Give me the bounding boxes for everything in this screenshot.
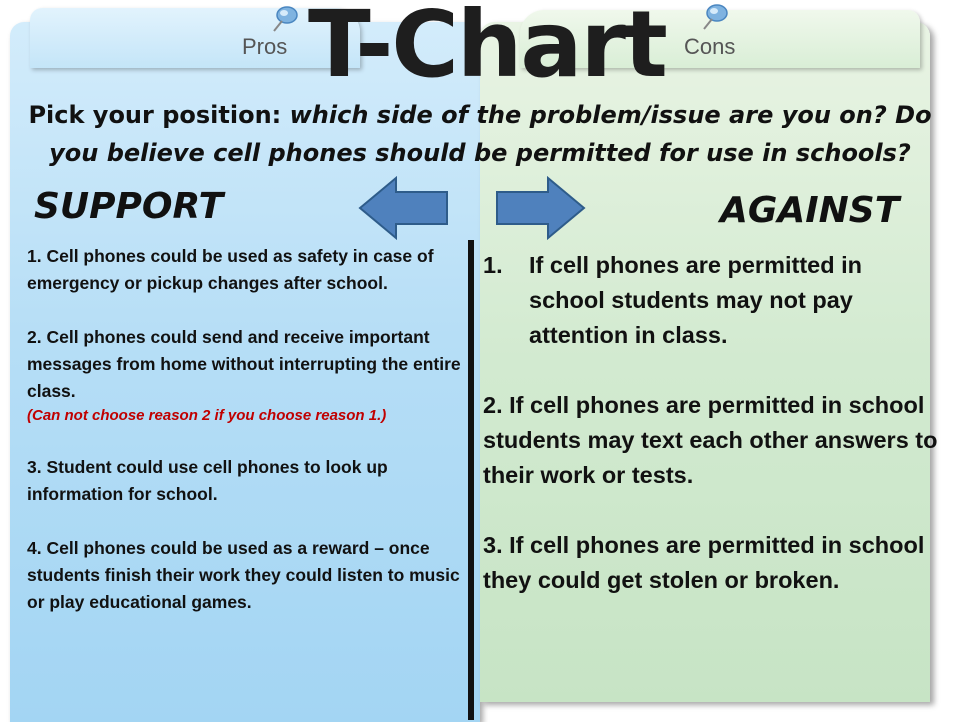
against-reason: 2. If cell phones are permitted in school students may text each other answers to their work or tests.: [483, 392, 938, 488]
left-arrow-icon: [358, 176, 450, 240]
cons-tab-label: Cons: [684, 34, 736, 59]
pushpin-icon: [270, 4, 300, 34]
support-reason-text: 2. Cell phones could send and receive important messages from home without interrupting the entire class.: [27, 327, 461, 401]
support-reason: 3. Student could use cell phones to look up information for school.: [27, 457, 388, 504]
against-reason: 3. If cell phones are permitted in school they could get stolen or broken.: [483, 532, 925, 593]
against-reason-number: 1.: [483, 252, 503, 278]
against-heading: AGAINST: [720, 190, 900, 231]
pros-tab-label: Pros: [242, 34, 288, 59]
against-reason: [483, 248, 938, 353]
support-reason: [27, 324, 467, 427]
support-reason: 1. Cell phones could be used as safety in case of emergency or pickup changes after school.: [27, 246, 434, 293]
position-prompt: [20, 96, 940, 172]
support-reason: 4. Cell phones could be used as a reward – once students finish their work they could listen to music or play educational games.: [27, 538, 460, 612]
support-heading: SUPPORT: [34, 186, 224, 227]
prompt-lead: Pick your position:: [28, 101, 290, 129]
t-chart-title: T-Chart: [308, 0, 666, 98]
against-reasons-list: [483, 248, 938, 598]
right-arrow-icon: [494, 176, 586, 240]
prompt-question: which side of the problem/issue are you on? Do you believe cell phones should be permitted for use in schools?: [49, 101, 932, 167]
against-reason-text: If cell phones are permitted in school students may not pay attention in class.: [529, 252, 862, 348]
support-reasons-list: [27, 243, 467, 643]
center-divider: [468, 240, 474, 720]
support-reason-note: (Can not choose reason 2 if you choose reason 1.): [27, 407, 387, 424]
pushpin-icon: [700, 2, 730, 32]
